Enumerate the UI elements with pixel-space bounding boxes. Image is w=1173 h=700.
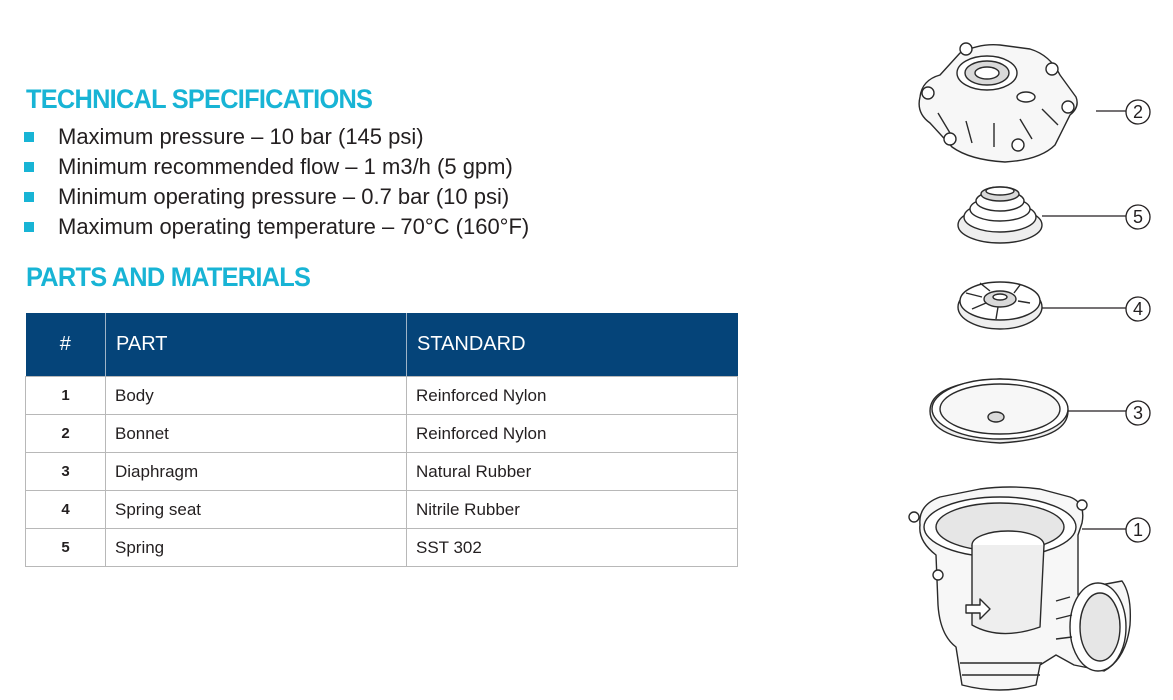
spec-item	[24, 152, 529, 182]
square-bullet-icon	[24, 192, 34, 202]
callout-number: 3	[1132, 403, 1144, 423]
table-header-row	[26, 313, 738, 377]
diaphragm-drawing	[930, 379, 1068, 443]
part-standard-cell: Natural Rubber	[407, 453, 738, 491]
parts-and-materials-heading: PARTS AND MATERIALS	[26, 262, 311, 292]
part-name-cell: Bonnet	[106, 415, 407, 453]
spec-text: Maximum pressure – 10 bar (145 psi)	[58, 124, 424, 149]
spec-text: Minimum operating pressure – 0.7 bar (10 psi)	[58, 184, 510, 209]
part-number-cell: 5	[26, 529, 106, 567]
spring-drawing	[958, 187, 1042, 243]
part-name-cell: Diaphragm	[106, 453, 407, 491]
parts-table	[25, 313, 738, 567]
column-header-part: PART	[106, 313, 407, 377]
part-number-cell: 4	[26, 491, 106, 529]
part-name-cell: Body	[106, 377, 407, 415]
table-row	[26, 529, 738, 567]
part-name-cell: Spring seat	[106, 491, 407, 529]
body-drawing	[909, 487, 1130, 690]
part-number-cell: 3	[26, 453, 106, 491]
callout-2	[1126, 100, 1150, 124]
callout-number: 2	[1132, 102, 1144, 122]
part-standard-cell: Nitrile Rubber	[407, 491, 738, 529]
square-bullet-icon	[24, 162, 34, 172]
callout-number: 4	[1132, 299, 1144, 319]
part-standard-cell: Reinforced Nylon	[407, 415, 738, 453]
table-row	[26, 415, 738, 453]
spec-item	[24, 122, 529, 152]
bonnet-drawing	[919, 43, 1077, 162]
callout-4	[1126, 297, 1150, 321]
spring-seat-drawing	[958, 282, 1042, 329]
spec-item	[24, 182, 529, 212]
part-standard-cell: SST 302	[407, 529, 738, 567]
part-standard-cell: Reinforced Nylon	[407, 377, 738, 415]
technical-specifications-heading: TECHNICAL SPECIFICATIONS	[26, 84, 373, 114]
part-name-cell: Spring	[106, 529, 407, 567]
specifications-list	[24, 122, 529, 242]
callout-5	[1126, 205, 1150, 229]
exploded-valve-drawing	[890, 35, 1160, 695]
callout-1	[1126, 518, 1150, 542]
callout-3	[1126, 401, 1150, 425]
callout-number: 5	[1132, 207, 1144, 227]
spec-text: Minimum recommended flow – 1 m3/h (5 gpm)	[58, 154, 513, 179]
square-bullet-icon	[24, 222, 34, 232]
column-header-number: #	[26, 313, 106, 377]
table-row	[26, 377, 738, 415]
square-bullet-icon	[24, 132, 34, 142]
spec-item	[24, 212, 529, 242]
table-row	[26, 453, 738, 491]
callout-number: 1	[1132, 520, 1144, 540]
part-number-cell: 1	[26, 377, 106, 415]
table-row	[26, 491, 738, 529]
part-number-cell: 2	[26, 415, 106, 453]
column-header-standard: STANDARD	[407, 313, 738, 377]
spec-text: Maximum operating temperature – 70°C (160°F)	[58, 214, 530, 239]
